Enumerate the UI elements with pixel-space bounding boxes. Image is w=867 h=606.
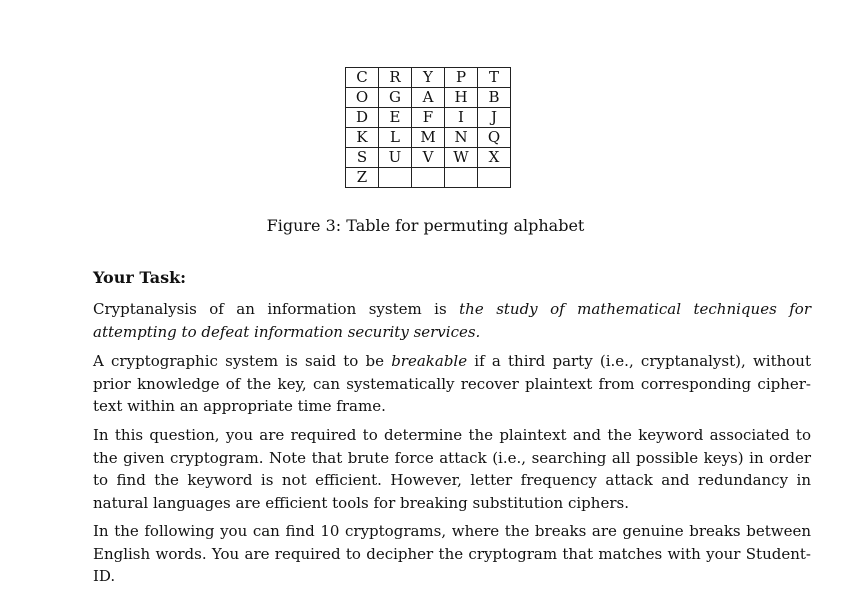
table-row (346, 68, 511, 88)
table-cell: Q (478, 128, 511, 148)
table-row (346, 168, 511, 188)
table-cell (412, 168, 445, 188)
table-cell: U (379, 148, 412, 168)
emphasized-term: breakable (391, 352, 468, 370)
table-row (346, 88, 511, 108)
table-cell: T (478, 68, 511, 88)
table-cell: R (379, 68, 412, 88)
table-cell: C (346, 68, 379, 88)
table-cell: W (445, 148, 478, 168)
table-cell: F (412, 108, 445, 128)
table-cell: O (346, 88, 379, 108)
table-cell: V (412, 148, 445, 168)
figure-caption: Figure 3: Table for permuting alphabet (266, 216, 585, 235)
paragraph-text: A cryptographic system is said to be (93, 352, 392, 370)
table-cell: E (379, 108, 412, 128)
table-cell (445, 168, 478, 188)
table-cell (379, 168, 412, 188)
table-row (346, 128, 511, 148)
table-cell: B (478, 88, 511, 108)
table-cell: J (478, 108, 511, 128)
table-cell: L (379, 128, 412, 148)
paragraph-cryptanalysis (93, 298, 811, 343)
paragraph-breakable (93, 350, 811, 418)
table-cell: I (445, 108, 478, 128)
alphabet-permutation-table (345, 67, 511, 188)
paragraph-question: In this question, you are required to determine the plaintext and the keyword associated to the given cryptogram. Note that brute force attack (i.e., searching all possible keys) in order to find the keyword is not efficient. However, letter frequency attack and redundancy in natural languages are efficient tools for breaking substitution ciphers. (93, 426, 811, 512)
table-cell (478, 168, 511, 188)
table-cell: P (445, 68, 478, 88)
table-cell: H (445, 88, 478, 108)
paragraph-text: Cryptanalysis of an information system is (93, 300, 460, 318)
table-cell: D (346, 108, 379, 128)
emphasized-definition: the study of mathematical techniques for attempting to defeat information security services. (93, 300, 811, 341)
paragraph-cryptograms: In the following you can find 10 cryptograms, where the breaks are genuine breaks between English words. You are required to decipher the cryptogram that matches with your StudentID. (93, 522, 811, 585)
table-cell: N (445, 128, 478, 148)
table-cell: X (478, 148, 511, 168)
paragraph-text: if a third party (i.e., cryptanalyst), without prior knowledge of the key, can systematically recover plaintext from corresponding ciphertext within an appropriate time frame. (93, 352, 811, 415)
table-cell: S (346, 148, 379, 168)
table-cell: A (412, 88, 445, 108)
table-cell: K (346, 128, 379, 148)
table-row (346, 108, 511, 128)
section-heading: Your Task: (93, 268, 187, 287)
table-cell: M (412, 128, 445, 148)
table-cell: G (379, 88, 412, 108)
table-row (346, 148, 511, 168)
table-cell: Z (346, 168, 379, 188)
table-cell: Y (412, 68, 445, 88)
